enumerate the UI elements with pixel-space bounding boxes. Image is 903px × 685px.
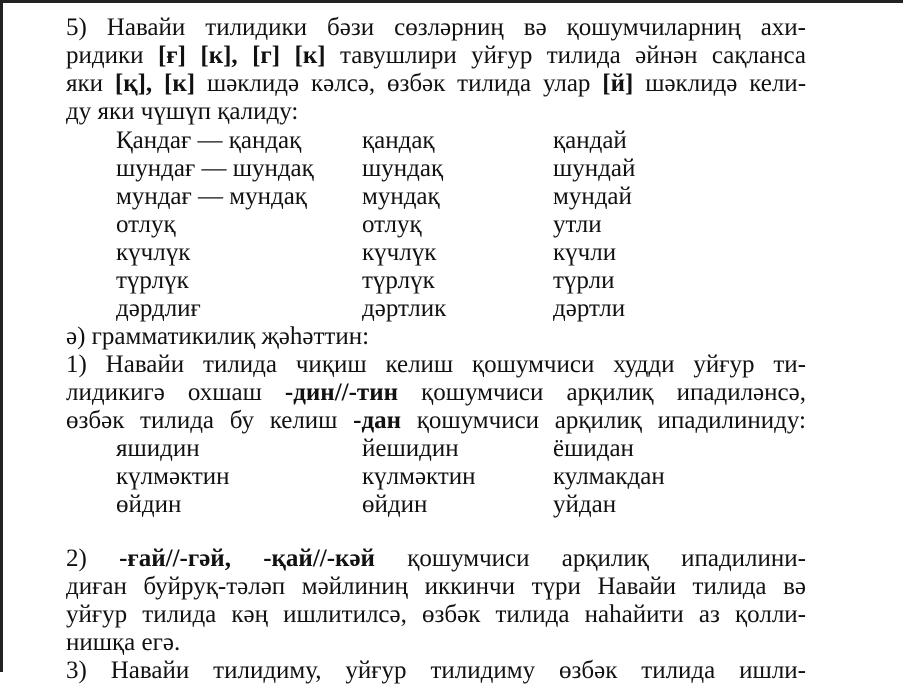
table-cell-word-uzbek: мундай [553,183,632,210]
section2-text-line [66,573,806,601]
bold-suffix-text: [й] [602,70,634,97]
table-cell-word-uyghur: түрлүк [362,267,435,294]
text-segment: тавушлири уйғур тилида әйнән сақланса [325,42,806,69]
text-segment: ридики [66,42,158,69]
section5-text-line [66,14,806,42]
section1-text-line [66,379,806,407]
text-segment: 3) Навайи тилидиму, уйғур тилидиму өзбәк тилида ишли- [66,657,806,684]
table-cell-word-uyghur: өйдин [362,491,428,518]
text-segment: ду яки чүшүп қалиду: [66,98,299,125]
table-cell-word-uyghur: дәртлик [362,295,447,322]
text-segment: нишқа егә. [66,629,181,656]
table-cell-word-uyghur: мундақ [362,183,440,210]
section5-text-line [66,70,806,98]
table-cell-word-navai: шундағ — шундақ [116,155,314,182]
section2-text-line [66,545,806,573]
section1-text-line [66,407,806,435]
bold-suffix-text: [қ], [к] [114,70,196,97]
table-cell-word-uzbek: кулмакдан [553,463,665,490]
bold-suffix-text: [ғ] [к], [г] [к] [157,42,326,69]
section5-text-line [66,42,806,70]
table-cell-word-uyghur: йешидин [362,435,459,462]
table-cell-word-uzbek: шундай [553,155,636,182]
section2-text-line [66,629,806,657]
table-cell-word-navai: түрлүк [116,267,189,294]
section5-text-line [66,98,806,126]
table-cell-word-uyghur: күчлүк [362,239,437,266]
table-cell-word-uzbek: уйдан [553,491,617,518]
table-cell-word-navai: өйдин [116,491,182,518]
table-cell-word-navai: күчлүк [116,239,191,266]
table-cell-word-uzbek: ёшидан [553,435,634,462]
bold-suffix-text: -ғай//-гәй, -қай//-кәй [119,545,375,572]
text-segment: яки [66,70,115,97]
table-cell-word-uzbek: күчли [553,239,617,266]
text-segment: 1) Навайи тилида чиқиш келиш қошумчиси худди уйғур ти- [66,351,806,378]
grammar-subheading: ә) грамматикилиқ җәһәттин: [66,323,370,350]
table-cell-word-navai: мундағ — мундақ [116,183,307,210]
table-cell-word-uzbek: утли [553,211,602,238]
text-segment: қошумчиси арқилиқ ипадилиниду: [401,407,806,434]
text-segment: лидикигә охшаш [66,379,285,406]
table-cell-word-navai: дәрдлиғ [116,295,201,322]
scan-border-left [0,0,3,672]
bold-suffix-text: -дан [353,407,402,434]
section2-text-line [66,601,806,629]
text-segment: қошумчиси арқилиқ ипадиләнсә, [398,379,806,406]
text-segment: өзбәк тилида бу келиш [66,407,354,434]
table-cell-word-uyghur: күлмәктин [362,463,476,490]
table-cell-word-uzbek: қандай [553,127,627,154]
section3-text-line [66,657,806,685]
section1-text-line [66,351,806,379]
table-cell-word-navai: Қандағ — қандақ [116,127,302,154]
text-segment: шәклидә кели- [633,70,807,97]
table-cell-word-uyghur: шундақ [362,155,444,182]
table-cell-word-navai: отлуқ [116,211,176,238]
table-cell-word-uyghur: отлуқ [362,211,422,238]
bold-suffix-text: -дин//-тин [284,379,399,406]
text-segment: 5) Навайи тилидики бәзи сөзләрниң вә қошумчиларниң ахи- [66,14,806,41]
scan-border-top [0,0,903,3]
text-segment: 2) [66,545,120,572]
table-cell-word-navai: яшидин [116,435,200,462]
text-segment: шәклидә кәлсә, өзбәк тилида улар [195,70,603,97]
table-cell-word-uzbek: дәртли [553,295,626,322]
text-segment: диған буйруқ-тәләп мәйлиниң иккинчи түри Навайи тилида вә [66,573,806,600]
text-segment: уйғур тилида кәң ишлитилсә, өзбәк тилида наһайити аз қолли- [66,601,806,628]
table-cell-word-uzbek: түрли [553,267,615,294]
table-cell-word-navai: күлмәктин [116,463,230,490]
table-cell-word-uyghur: қандақ [362,127,435,154]
text-segment: қошумчиси арқилиқ ипадилини- [374,545,806,572]
